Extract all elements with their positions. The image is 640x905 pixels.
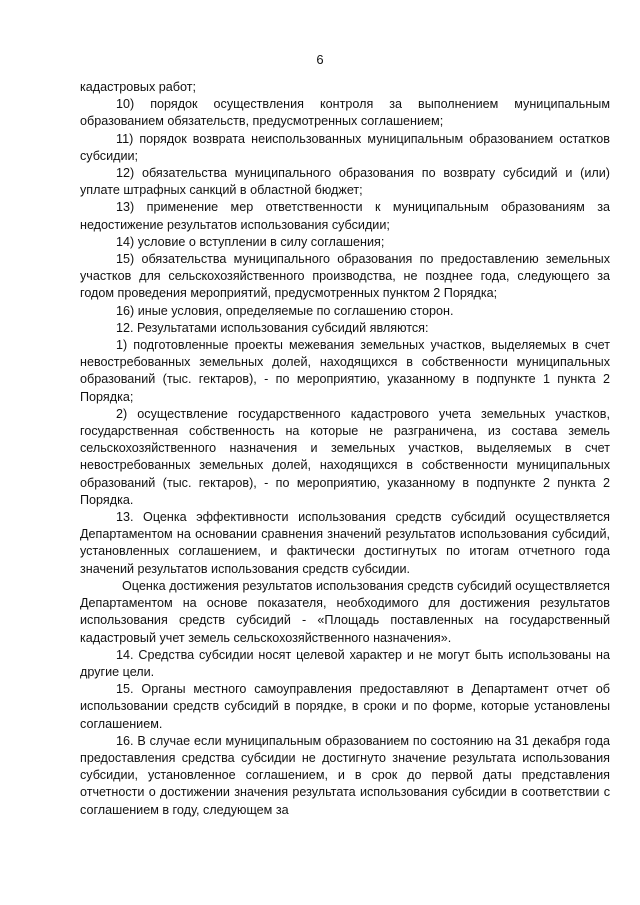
document-body [80, 79, 610, 819]
paragraph-assessment: Оценка достижения результатов использования средств субсидий осуществляется Департаментом на основе показателя, необходимого для достижения результатов использования средств субсидий - «Площадь поставленных на государственный кадастровый учет земель сельскохозяйственного назначения». [80, 578, 610, 645]
paragraph-section-14: 14. Средства субсидии носят целевой характер и не могут быть использованы на другие цели. [80, 647, 610, 679]
paragraph-section-12: 12. Результатами использования субсидий являются: [116, 320, 429, 335]
paragraph-item-11: 11) порядок возврата неиспользованных муниципальным образованием остатков субсидии; [80, 131, 610, 163]
paragraph-section-13: 13. Оценка эффективности использования средств субсидий осуществляется Департаментом на основании сравнения значений результатов использования субсидий, установленных соглашением, и фактически достигнутых по итогам отчетного года значений результатов использования средств субсидии. [80, 510, 610, 576]
paragraph-section-15: 15. Органы местного самоуправления предоставляют в Департамент отчет об использовании средств субсидий в порядке, в сроки и по форме, которые установлены соглашением. [80, 682, 610, 731]
paragraph-section-16: 16. В случае если муниципальным образованием по состоянию на 31 декабря года предоставления средства субсидии не достигнуто значение результата использования субсидии, установленное соглашением, и в срок до первой даты представления отчетности о достижении значения результата использования субсидии в соответствии с соглашением в году, следующем за [80, 733, 610, 817]
paragraph-item-13: 13) применение мер ответственности к муниципальным образованиям за недостижение результатов использования субсидии; [80, 200, 610, 232]
paragraph-item-16: 16) иные условия, определяемые по соглашению сторон. [116, 303, 454, 318]
paragraph-item-14: 14) условие о вступлении в силу соглашения; [116, 234, 385, 249]
paragraph-result-1: 1) подготовленные проекты межевания земельных участков, выделяемых в счет невостребованных земельных долей, находящихся в собственности муниципальных образований (тыс. гектаров), - по мероприятию, указанному в подпункте 1 пункта 2 Порядка; [80, 338, 610, 404]
paragraph-continuation: кадастровых работ; [80, 80, 196, 94]
paragraph-item-10: 10) порядок осуществления контроля за выполнением муниципальным образованием обязательств, предусмотренных соглашением; [80, 97, 610, 129]
paragraph-item-12: 12) обязательства муниципального образования по возврату субсидий и (или) уплате штрафных санкций в областной бюджет; [80, 166, 610, 198]
paragraph-item-15: 15) обязательства муниципального образования по предоставлению земельных участков для сельскохозяйственного производства, не позднее года, следующего за годом проведения мероприятий, предусмотренных пунктом 2 Порядка; [80, 252, 610, 301]
paragraph-result-2: 2) осуществление государственного кадастрового учета земельных участков, государственная собственность на которые не разграничена, из состава земель сельскохозяйственного назначения и земельных участков, выделяемых в счет невостребованных земельных долей, находящихся в собственности муниципальных образований (тыс. гектаров), - по мероприятию, указанному в подпункте 2 пункта 2 Порядка. [80, 406, 610, 507]
page-number: 6 [316, 52, 324, 67]
